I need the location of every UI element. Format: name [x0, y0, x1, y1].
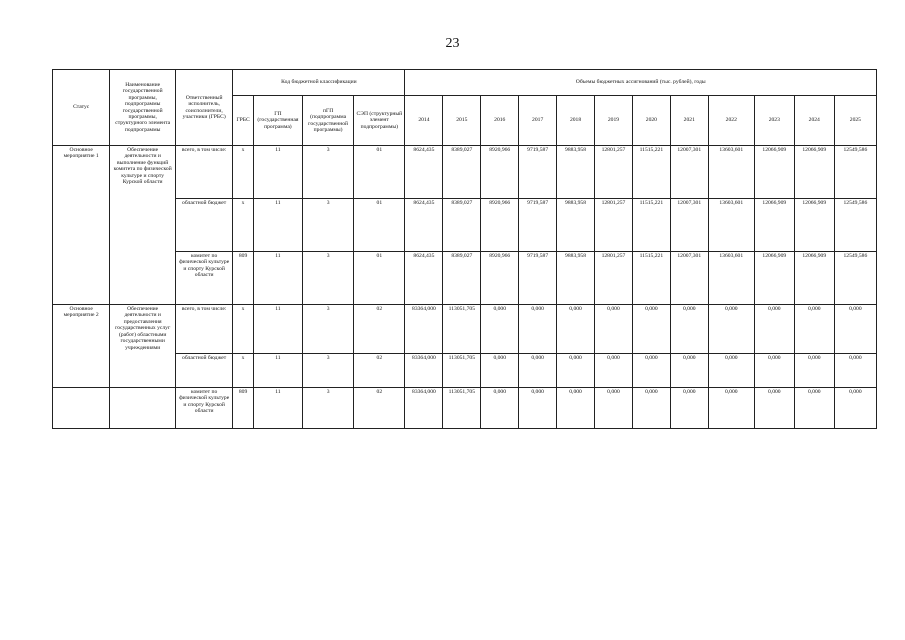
value-cell: 12549,586: [834, 252, 876, 305]
col-name-header: Наименование государственной программы, подпрограммы государственной программы, структурного элемента подпрограммы: [110, 70, 176, 146]
col-volumes-header: Объемы бюджетных ассигнований (тыс. рублей), годы: [405, 70, 877, 96]
responsible-cell: комитет по физической культуре и спорту Курской области: [175, 252, 232, 305]
value-cell: 0,000: [794, 388, 834, 429]
value-cell: 9719,587: [519, 252, 557, 305]
responsible-cell: всего, в том числе:: [175, 305, 232, 354]
pgp-cell: 3: [303, 388, 354, 429]
value-cell: 9883,958: [557, 252, 595, 305]
value-cell: 0,000: [754, 388, 794, 429]
value-cell: 12801,257: [595, 146, 633, 199]
grbs-cell: х: [233, 146, 253, 199]
value-cell: 12066,909: [754, 252, 794, 305]
value-cell: 8389,027: [443, 199, 481, 252]
value-cell: 12066,909: [794, 199, 834, 252]
value-cell: 0,000: [834, 305, 876, 354]
value-cell: 0,000: [557, 388, 595, 429]
value-cell: 0,000: [557, 305, 595, 354]
year-header: 2021: [670, 96, 708, 146]
value-cell: 0,000: [708, 305, 754, 354]
col-gp-header: ГП (государственная программа): [253, 96, 302, 146]
gp-cell: 11: [253, 252, 302, 305]
value-cell: 11515,221: [632, 199, 670, 252]
gp-cell: 11: [253, 146, 302, 199]
value-cell: 8920,966: [481, 199, 519, 252]
value-cell: 8389,027: [443, 146, 481, 199]
value-cell: 8624,435: [405, 252, 443, 305]
responsible-cell: областной бюджет: [175, 354, 232, 388]
gp-cell: 11: [253, 388, 302, 429]
sep-cell: 02: [354, 388, 405, 429]
value-cell: 0,000: [708, 354, 754, 388]
value-cell: 8920,966: [481, 252, 519, 305]
value-cell: 12066,909: [794, 252, 834, 305]
value-cell: 113051,705: [443, 388, 481, 429]
value-cell: 12801,257: [595, 252, 633, 305]
table-row: [53, 146, 877, 199]
grbs-cell: 809: [233, 252, 253, 305]
year-header: 2023: [754, 96, 794, 146]
pgp-cell: 3: [303, 305, 354, 354]
value-cell: 9883,958: [557, 199, 595, 252]
table-row: [53, 199, 877, 252]
pgp-cell: 3: [303, 252, 354, 305]
col-sep-header: СЭП (структурный элемент подпрограммы): [354, 96, 405, 146]
year-header: 2024: [794, 96, 834, 146]
value-cell: 83364,000: [405, 305, 443, 354]
value-cell: 0,000: [834, 388, 876, 429]
value-cell: 0,000: [794, 354, 834, 388]
col-responsible-header: Ответственный исполнитель, соисполнители, участники (ГРБС): [175, 70, 232, 146]
budget-table: [52, 69, 877, 429]
sep-cell: 01: [354, 146, 405, 199]
value-cell: 13603,601: [708, 199, 754, 252]
page-number: 23: [445, 36, 460, 51]
value-cell: 0,000: [632, 305, 670, 354]
value-cell: 12066,909: [754, 199, 794, 252]
value-cell: 8624,435: [405, 199, 443, 252]
gp-cell: 11: [253, 354, 302, 388]
name-cell-empty: [110, 388, 176, 429]
col-pgp-header: пГП (подпрограмма государственной программы): [303, 96, 354, 146]
value-cell: 12007,301: [670, 146, 708, 199]
grbs-cell: х: [233, 354, 253, 388]
year-header: 2015: [443, 96, 481, 146]
year-header: 2025: [834, 96, 876, 146]
value-cell: 0,000: [519, 305, 557, 354]
value-cell: 0,000: [519, 388, 557, 429]
table-row: [53, 388, 877, 429]
table-row: [53, 354, 877, 388]
value-cell: 0,000: [754, 354, 794, 388]
value-cell: 9719,587: [519, 146, 557, 199]
year-header: 2016: [481, 96, 519, 146]
year-header: 2020: [632, 96, 670, 146]
value-cell: 0,000: [595, 388, 633, 429]
value-cell: 0,000: [519, 354, 557, 388]
value-cell: 83364,000: [405, 354, 443, 388]
value-cell: 12549,586: [834, 146, 876, 199]
sep-cell: 01: [354, 252, 405, 305]
value-cell: 12007,301: [670, 199, 708, 252]
value-cell: 11515,221: [632, 252, 670, 305]
grbs-cell: х: [233, 305, 253, 354]
value-cell: 0,000: [632, 354, 670, 388]
sep-cell: 02: [354, 305, 405, 354]
year-header: 2017: [519, 96, 557, 146]
value-cell: 0,000: [834, 354, 876, 388]
grbs-cell: х: [233, 199, 253, 252]
responsible-cell: всего, в том числе:: [175, 146, 232, 199]
pgp-cell: 3: [303, 354, 354, 388]
value-cell: 113051,705: [443, 305, 481, 354]
value-cell: 0,000: [632, 388, 670, 429]
value-cell: 0,000: [557, 354, 595, 388]
value-cell: 12007,301: [670, 252, 708, 305]
year-header: 2014: [405, 96, 443, 146]
gp-cell: 11: [253, 199, 302, 252]
sep-cell: 01: [354, 199, 405, 252]
value-cell: 13603,601: [708, 252, 754, 305]
col-status-header: Статус: [53, 70, 110, 146]
sep-cell: 02: [354, 354, 405, 388]
header-row-1: [53, 70, 877, 96]
value-cell: 0,000: [670, 305, 708, 354]
status-cell: Основное мероприятие 1: [53, 146, 110, 305]
col-budget-code-header: Код бюджетной классификации: [233, 70, 405, 96]
table-row: [53, 252, 877, 305]
pgp-cell: 3: [303, 146, 354, 199]
status-cell: Основное мероприятие 2: [53, 305, 110, 388]
name-cell: Обеспечение деятельности и выполнение функций комитета по физической культуре и спорту Курской области: [110, 146, 176, 305]
value-cell: 8624,435: [405, 146, 443, 199]
value-cell: 113051,705: [443, 354, 481, 388]
value-cell: 12801,257: [595, 199, 633, 252]
value-cell: 0,000: [481, 388, 519, 429]
value-cell: 0,000: [754, 305, 794, 354]
value-cell: 0,000: [595, 354, 633, 388]
value-cell: 9719,587: [519, 199, 557, 252]
value-cell: 9883,958: [557, 146, 595, 199]
col-grbs-header: ГРБС: [233, 96, 253, 146]
value-cell: 0,000: [670, 388, 708, 429]
pgp-cell: 3: [303, 199, 354, 252]
value-cell: 0,000: [481, 354, 519, 388]
value-cell: 0,000: [794, 305, 834, 354]
value-cell: 8389,027: [443, 252, 481, 305]
status-cell-empty: [53, 388, 110, 429]
responsible-cell: областной бюджет: [175, 199, 232, 252]
name-cell: Обеспечение деятельности и предоставления государственных услуг (работ) областными государственными учреждениями: [110, 305, 176, 388]
year-header: 2019: [595, 96, 633, 146]
value-cell: 8920,966: [481, 146, 519, 199]
value-cell: 12066,909: [754, 146, 794, 199]
value-cell: 13603,601: [708, 146, 754, 199]
grbs-cell: 809: [233, 388, 253, 429]
year-header: 2022: [708, 96, 754, 146]
table-row: [53, 305, 877, 354]
value-cell: 0,000: [595, 305, 633, 354]
responsible-cell: комитет по физической культуре и спорту Курской области: [175, 388, 232, 429]
value-cell: 11515,221: [632, 146, 670, 199]
value-cell: 12549,586: [834, 199, 876, 252]
value-cell: 12066,909: [794, 146, 834, 199]
value-cell: 0,000: [481, 305, 519, 354]
value-cell: 0,000: [708, 388, 754, 429]
year-header: 2018: [557, 96, 595, 146]
value-cell: 83364,000: [405, 388, 443, 429]
gp-cell: 11: [253, 305, 302, 354]
value-cell: 0,000: [670, 354, 708, 388]
